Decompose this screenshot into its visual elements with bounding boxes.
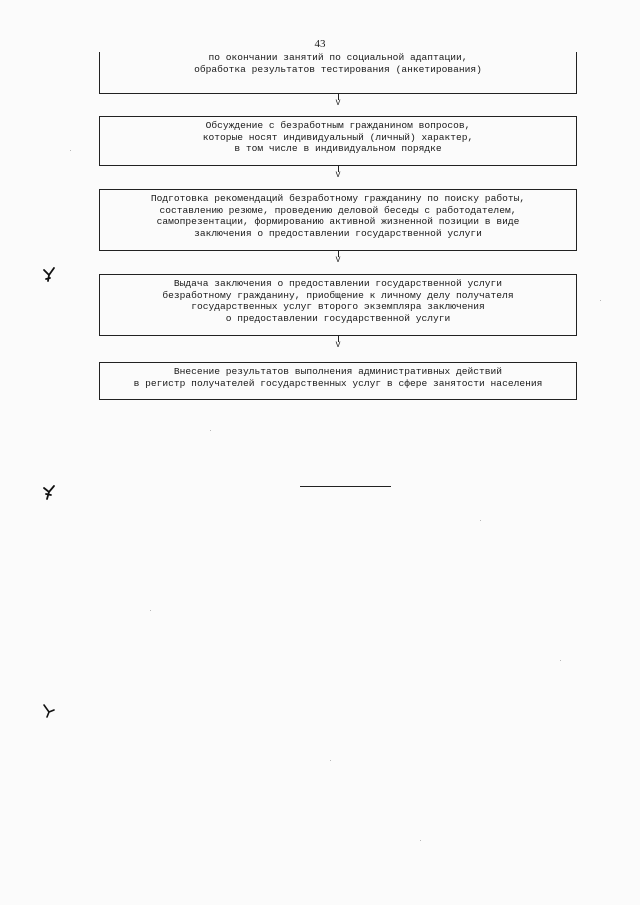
page-number: 43 xyxy=(314,38,326,50)
scan-speck xyxy=(330,760,331,761)
flowchart-step-4: Выдача заключения о предоставлении государственной услуги безработному гражданину, приобщение к личному делу получателя государственных услуг второго экземпляра заключения о предоставлении государственной услуги xyxy=(99,274,577,336)
flowchart-arrow-4 xyxy=(333,336,343,349)
flowchart-step-5: Внесение результатов выполнения административных действий в регистр получателей государственных услуг в сфере занятости населения xyxy=(99,362,577,400)
scan-speck xyxy=(600,300,601,301)
closing-rule xyxy=(300,486,391,487)
arrow-head-glyph: V xyxy=(335,99,341,108)
arrow-head-glyph: V xyxy=(335,256,341,265)
scan-speck xyxy=(420,840,421,841)
arrow-head-glyph: V xyxy=(335,341,341,350)
flowchart-arrow-1 xyxy=(333,94,343,107)
scan-speck xyxy=(210,430,211,431)
flowchart-step-3: Подготовка рекомендаций безработному гражданину по поиску работы, составлению резюме, проведению деловой беседы с работодателем, самопрезентации, формированию активной жизненной позиции в виде заключения о предоставлении государственной услуги xyxy=(99,189,577,251)
flowchart-step-2: Обсуждение с безработным гражданином вопросов, которые носят индивидуальный (личный) характер, в том числе в индивидуальном порядке xyxy=(99,116,577,166)
flowchart-step-1: по окончании занятий по социальной адаптации, обработка результатов тестирования (анкетирования) xyxy=(99,52,577,94)
flowchart-arrow-3 xyxy=(333,251,343,264)
binder-hole-mark-icon xyxy=(42,702,56,720)
scan-speck xyxy=(480,520,481,521)
binder-hole-mark-icon xyxy=(42,483,56,501)
arrow-head-glyph: V xyxy=(335,171,341,180)
flowchart-arrow-2 xyxy=(333,166,343,179)
scan-speck xyxy=(560,660,561,661)
scan-speck xyxy=(70,150,71,151)
scan-speck xyxy=(150,610,151,611)
binder-hole-mark-icon xyxy=(42,266,56,284)
